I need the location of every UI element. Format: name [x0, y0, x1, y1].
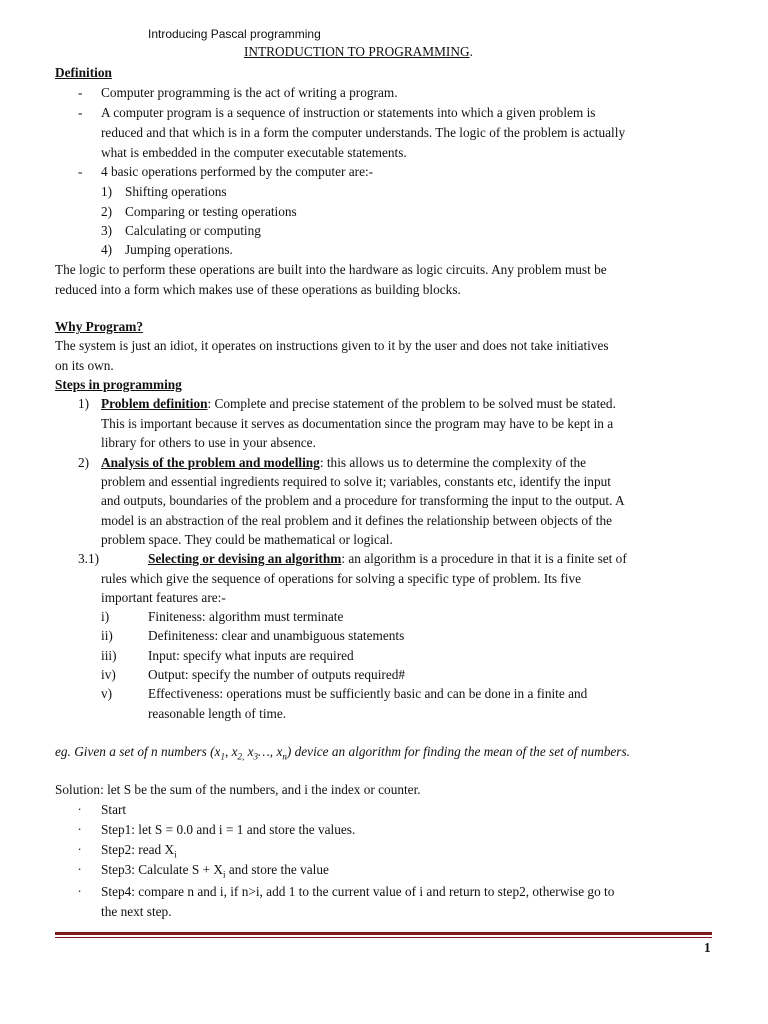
- definition-heading: Definition: [55, 65, 112, 80]
- operation-text: Shifting operations: [125, 184, 227, 199]
- feature-text: Effectiveness: operations must be sufficiently basic and can be done in a finite and: [148, 686, 588, 701]
- page-title-period: .: [469, 44, 473, 59]
- definition-item: 4 basic operations performed by the computer are:-: [101, 164, 374, 179]
- step3-line: rules which give the sequence of operations for solving a specific type of problem. Its five: [101, 571, 582, 586]
- definition-item-line: reduced and that which is in a form the computer understands. The logic of the problem is actually: [101, 125, 626, 140]
- running-header: Introducing Pascal programming: [148, 27, 321, 41]
- bullet-dot: .: [78, 838, 82, 853]
- why-program-line: on its own.: [55, 358, 114, 373]
- ex-part: eg. Given a set of n numbers (x: [55, 744, 221, 759]
- example-problem: [55, 744, 630, 762]
- steps-heading: Steps in programming: [55, 377, 182, 392]
- definition-item-line: A computer program is a sequence of instruction or statements into which a given problem is: [101, 105, 596, 120]
- step2-text: Step2: read X: [101, 842, 175, 857]
- step1-line: This is important because it serves as documentation since the program may have to be kept in a: [101, 416, 614, 431]
- dash-bullet: -: [78, 85, 83, 100]
- page-title: [244, 44, 473, 60]
- operation-number: 3): [101, 223, 113, 238]
- feature-text: Output: specify the number of outputs required#: [148, 667, 406, 682]
- ex-sub: 2,: [237, 751, 245, 762]
- operation-number: 2): [101, 204, 113, 219]
- step3-line: important features are:-: [101, 590, 226, 605]
- ex-sub: 3: [253, 751, 258, 762]
- feature-number: iv): [101, 667, 116, 682]
- ex-part: , x: [224, 744, 238, 759]
- solution-step: Step4: compare n and i, if n>i, add 1 to the current value of i and return to step2, otherwise go to: [101, 884, 615, 899]
- logic-paragraph-line: The logic to perform these operations are built into the hardware as logic circuits. Any problem must be: [55, 262, 607, 277]
- step2-line: and outputs, boundaries of the problem and a procedure for transforming the input to the output. A: [101, 493, 625, 508]
- feature-number: i): [101, 609, 110, 624]
- step3-lead-text: : an algorithm is a procedure in that it is a finite set of: [341, 551, 627, 566]
- step3-title: Selecting or devising an algorithm: [148, 551, 342, 566]
- operation-text: Calculating or computing: [125, 223, 261, 238]
- footer-rule-thin: [55, 937, 712, 938]
- why-program-line: The system is just an idiot, it operates on instructions given to it by the user and does not take initiatives: [55, 338, 609, 353]
- step2-lead: [101, 455, 586, 471]
- step1-lead: [101, 396, 616, 412]
- ex-part: x: [244, 744, 254, 759]
- step2-lead-text: : this allows us to determine the complexity of the: [319, 455, 587, 470]
- ex-sub: 1: [220, 751, 225, 762]
- step-number: 2): [78, 455, 90, 470]
- feature-text: Definiteness: clear and unambiguous statements: [148, 628, 405, 643]
- solution-step-continued: the next step.: [101, 904, 172, 919]
- definition-item: Computer programming is the act of writing a program.: [101, 85, 398, 100]
- dash-bullet: -: [78, 105, 83, 120]
- solution-step: Step1: let S = 0.0 and i = 1 and store the values.: [101, 822, 356, 837]
- step2-sub: i: [174, 849, 177, 860]
- ex-part: ) device an algorithm for finding the mean of the set of numbers.: [286, 744, 630, 759]
- operation-number: 1): [101, 184, 113, 199]
- feature-number: iii): [101, 648, 117, 663]
- step3-text: Step3: Calculate S + X: [101, 862, 223, 877]
- feature-number: v): [101, 686, 113, 701]
- feature-text: Finiteness: algorithm must terminate: [148, 609, 344, 624]
- bullet-dot: .: [78, 818, 82, 833]
- operation-number: 4): [101, 242, 113, 257]
- step2-line: problem space. They could be mathematical or logical.: [101, 532, 393, 547]
- solution-step: Start: [101, 802, 127, 817]
- solution-step: [101, 842, 177, 860]
- step2-line: problem and essential ingredients required to solve it; variables, constants etc, identify the input: [101, 474, 611, 489]
- operation-text: Comparing or testing operations: [125, 204, 297, 219]
- ex-part: …, x: [257, 744, 283, 759]
- step1-lead-text: : Complete and precise statement of the problem to be solved must be stated.: [207, 396, 616, 411]
- ex-sub: n: [282, 751, 287, 762]
- page-title-text: INTRODUCTION TO PROGRAMMING: [244, 44, 470, 59]
- step1-title: Problem definition: [101, 396, 208, 411]
- step2-title: Analysis of the problem and modelling: [101, 455, 320, 470]
- step3-sub: i: [222, 869, 226, 880]
- step-number: 1): [78, 396, 90, 411]
- step-number: 3.1): [78, 551, 100, 566]
- footer-rule-thick: [55, 932, 712, 935]
- definition-item-line: what is embedded in the computer executable statements.: [101, 145, 407, 160]
- why-program-heading: Why Program?: [55, 319, 144, 334]
- bullet-dot: .: [78, 880, 82, 895]
- feature-text-continued: reasonable length of time.: [148, 706, 287, 721]
- feature-number: ii): [101, 628, 113, 643]
- operation-text: Jumping operations.: [125, 242, 233, 257]
- step2-line: model is an abstraction of the real problem and it defines the relationship between objects of the: [101, 513, 613, 528]
- bullet-dot: .: [78, 798, 82, 813]
- logic-paragraph-line: reduced into a form which makes use of these operations as building blocks.: [55, 282, 461, 297]
- step1-line: library for others to use in your absence.: [101, 435, 316, 450]
- page-number: 1: [704, 940, 711, 955]
- dash-bullet: -: [78, 164, 83, 179]
- feature-text: Input: specify what inputs are required: [148, 648, 354, 663]
- bullet-dot: .: [78, 858, 82, 873]
- step3-text-post: and store the value: [225, 862, 329, 877]
- solution-step: [101, 862, 329, 880]
- solution-intro: Solution: let S be the sum of the numbers, and i the index or counter.: [55, 782, 421, 797]
- step3-lead: [148, 551, 627, 567]
